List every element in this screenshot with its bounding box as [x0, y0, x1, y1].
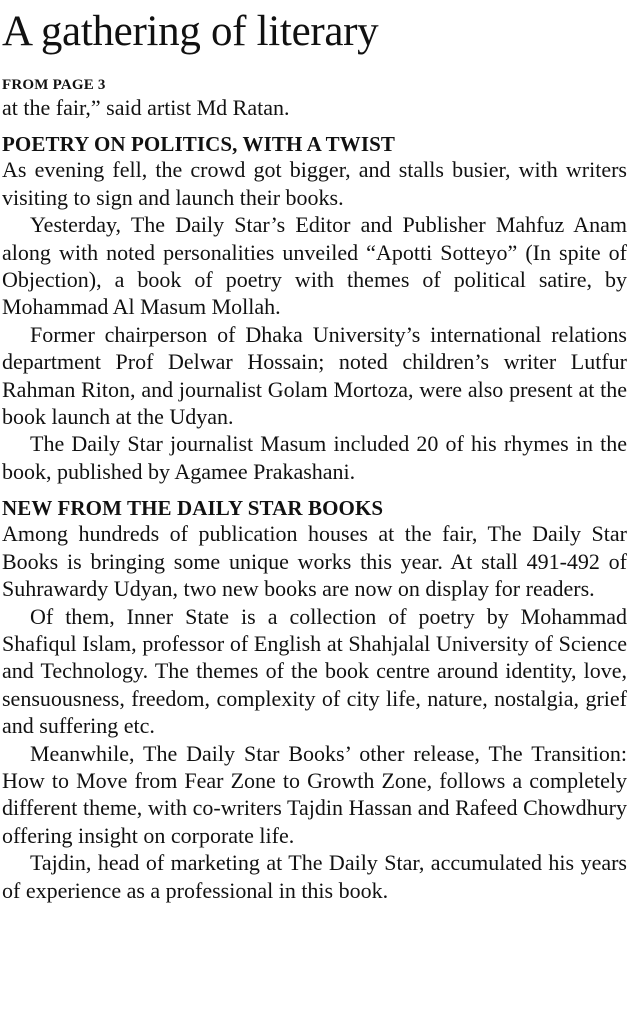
body-paragraph: Former chairperson of Dhaka University’s international relations department Prof Delwar Hossain; noted children’s writer Lutfur Rahman Riton, and journalist Golam Mortoza, were also present at the book launch at the Udyan.	[2, 321, 627, 430]
section-poetry-on-politics	[2, 132, 627, 485]
section-heading: POETRY ON POLITICS, WITH A TWIST	[2, 132, 396, 157]
body-paragraph: The Daily Star journalist Masum included 20 of his rhymes in the book, published by Agamee Prakashani.	[2, 431, 627, 484]
section-heading: NEW FROM THE DAILY STAR BOOKS	[2, 496, 384, 521]
body-paragraph: Tajdin, head of marketing at The Daily Star, accumulated his years of experience as a professional in this book.	[2, 850, 627, 903]
body-paragraph: Among hundreds of publication houses at the fair, The Daily Star Books is bringing some unique works this year. At stall 491-492 of Suhrawardy Udyan, two new books are now on display for readers.	[2, 521, 627, 602]
body-paragraph: Meanwhile, The Daily Star Books’ other release, The Transition: How to Move from Fear Zone to Growth Zone, follows a completely different theme, with co-writers Tajdin Hassan and Rafeed Chowdhury offering insight on corporate life.	[2, 740, 627, 848]
article	[2, 0, 627, 904]
article-headline: A gathering of literary	[2, 8, 379, 55]
continuation-line: FROM PAGE 3	[2, 77, 106, 93]
body-paragraph: Of them, Inner State is a collection of poetry by Mohammad Shafiqul Islam, professor of English at Shahjalal University of Science and Technology. The themes of the book centre around identity, love, sensuousness, freedom, complexity of city life, nature, nostalgia, grief and suffering etc.	[2, 603, 627, 739]
intro-paragraph: at the fair,” said artist Md Ratan.	[2, 95, 290, 120]
section-daily-star-books	[2, 496, 627, 904]
body-paragraph: Yesterday, The Daily Star’s Editor and Publisher Mahfuz Anam along with noted personalities unveiled “Apotti Sotteyo” (In spite of Objection), a book of poetry with themes of political satire, by Mohammad Al Masum Mollah.	[2, 212, 627, 320]
body-paragraph: As evening fell, the crowd got bigger, and stalls busier, with writers visiting to sign and launch their books.	[2, 157, 627, 210]
